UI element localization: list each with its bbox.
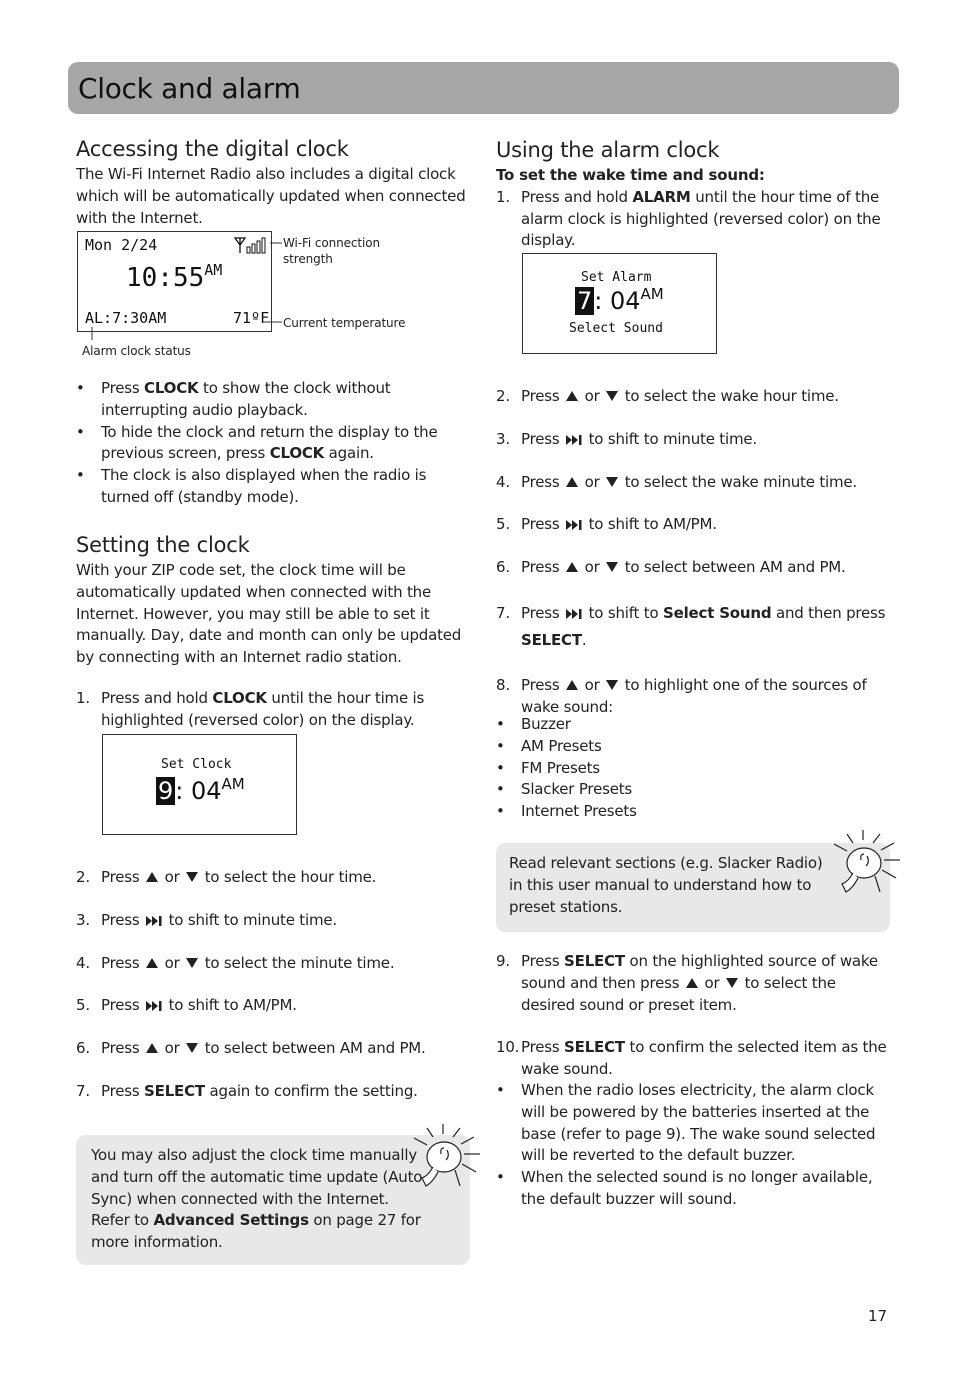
list-item: 3. Press to shift to minute time. [496, 429, 757, 448]
skip-next-icon [146, 916, 162, 926]
set-alarm-display [522, 253, 717, 354]
up-arrow-icon [566, 562, 578, 572]
list-item: 4. Press or to select the minute time. [76, 953, 395, 972]
wake-sound-sources [496, 714, 891, 823]
up-arrow-icon [686, 978, 698, 988]
up-arrow-icon [566, 680, 578, 690]
list-item: • When the radio loses electricity, the alarm clock will be powered by the batteries inserted at the base (refer to page 9). The wake sound selected will be reverted to the default buzzer. [496, 1080, 891, 1167]
list-item: 5. Press to shift to AM/PM. [76, 996, 297, 1015]
alarm-steps [496, 386, 891, 719]
display-temperature: 71ºF [233, 309, 270, 327]
right-column [496, 134, 891, 252]
display-time-value: 10:55 [126, 263, 205, 293]
list-item: 5. Press to shift to AM/PM. [496, 515, 717, 534]
up-arrow-icon [146, 958, 158, 968]
label-current-temperature: Current temperature [283, 316, 406, 330]
list-item: 7. Press to shift to Select Sound and then press SELECT. [496, 603, 886, 649]
alarm-step-1 [496, 187, 891, 252]
down-arrow-icon [606, 680, 618, 690]
set-clock-time: 9: $04^{AM}$ [158, 775, 245, 805]
alarm-subheading: To set the wake time and sound: [496, 166, 765, 184]
down-arrow-icon [606, 391, 618, 401]
down-arrow-icon [186, 872, 198, 882]
up-arrow-icon [566, 477, 578, 487]
display-ampm: AM [204, 261, 223, 279]
list-item: • The clock is also displayed when the radio is turned off (standby mode). [76, 465, 470, 509]
lightbulb-icon [400, 1124, 486, 1204]
alarm-steps-final [496, 951, 891, 1081]
list-item: 4. Press or to select the wake minute time. [496, 472, 857, 491]
skip-next-icon [566, 609, 582, 619]
setting-section [76, 530, 470, 669]
down-arrow-icon [186, 958, 198, 968]
list-item: 2. Press or to select the hour time. [76, 868, 377, 886]
tip-text: You may also adjust the clock time manually and turn off the automatic time update (Auto Sync) when connected with the Internet. Refer to Advanced Settings on page 27 for more information. [91, 1146, 423, 1252]
skip-next-icon [566, 520, 582, 530]
down-arrow-icon [726, 978, 738, 988]
up-arrow-icon [566, 391, 578, 401]
set-alarm-time: 7: $04^{AM}$ [577, 285, 664, 315]
list-item: • Buzzer [496, 714, 891, 736]
list-item: • FM Presets [496, 758, 891, 780]
label-alarm-status: Alarm clock status [82, 344, 191, 358]
section-heading-accessing-clock: Accessing the digital clock [76, 137, 349, 161]
accessing-intro: The Wi-Fi Internet Radio also includes a digital clock which will be automatically updated when connected with the Internet. [76, 165, 466, 227]
list-item: 8. Press or to highlight one of the sources of wake sound: [496, 675, 867, 716]
down-arrow-icon [186, 1043, 198, 1053]
display-alarm-status: AL:7:30AM [85, 309, 167, 327]
list-item: 6. Press or to select between AM and PM. [76, 1039, 426, 1058]
accessing-bullets [76, 378, 470, 509]
section-heading-alarm-clock: Using the alarm clock [496, 138, 720, 162]
list-item: 1. Press and hold CLOCK until the hour time is highlighted (reversed color) on the display. [76, 689, 425, 729]
list-item: • Slacker Presets [496, 779, 891, 801]
list-item: 3. Press to shift to minute time. [76, 910, 337, 929]
tip-text: Read relevant sections (e.g. Slacker Radio) in this user manual to understand how to preset stations. [509, 854, 823, 916]
highlighted-hour: 9 [158, 777, 174, 805]
list-item: • To hide the clock and return the display to the previous screen, press CLOCK again. [76, 422, 470, 466]
set-alarm-label: Set Alarm [581, 270, 652, 285]
list-item: 10. Press SELECT to confirm the selected item as the wake sound. [496, 1038, 887, 1079]
section-heading-setting-clock: Setting the clock [76, 533, 250, 557]
up-arrow-icon [146, 872, 158, 882]
list-item: 6. Press or to select between AM and PM. [496, 558, 846, 577]
setting-intro: With your ZIP code set, the clock time will be automatically updated when connected with the Internet. However, you may still be able to set it manually. Day, date and month can only be updated by connecting with an Internet radio station. [76, 561, 462, 667]
down-arrow-icon [606, 562, 618, 572]
setting-step-1 [76, 688, 470, 732]
list-item: • AM Presets [496, 736, 891, 758]
lightbulb-icon [820, 830, 906, 910]
list-item: 9. Press SELECT on the highlighted source of wake sound and then press or to select the desired sound or preset item. [496, 952, 878, 1014]
page-title: Clock and alarm [78, 72, 301, 105]
skip-next-icon [146, 1001, 162, 1011]
down-arrow-icon [606, 477, 618, 487]
label-wifi-strength: Wi-Fi connection strength [283, 236, 380, 266]
list-item: 1. Press and hold ALARM until the hour time of the alarm clock is highlighted (reversed color) on the display. [496, 187, 881, 250]
display-date: Mon 2/24 [85, 236, 158, 254]
skip-next-icon [566, 435, 582, 445]
set-clock-label: Set Clock [161, 757, 232, 772]
list-item: • When the selected sound is no longer available, the default buzzer will sound. [496, 1167, 891, 1211]
alarm-notes [496, 1080, 891, 1211]
list-item: • Press CLOCK to show the clock without interrupting audio playback. [76, 378, 470, 422]
highlighted-hour: 7 [577, 287, 593, 315]
set-clock-display [102, 734, 297, 835]
setting-steps [76, 867, 470, 1103]
up-arrow-icon [146, 1043, 158, 1053]
page-number: 17 [868, 1307, 888, 1325]
select-sound-label: Select Sound [569, 321, 663, 336]
list-item: 7. Press SELECT again to confirm the setting. [76, 1081, 418, 1100]
list-item: • Internet Presets [496, 801, 891, 823]
list-item: 2. Press or to select the wake hour time. [496, 387, 839, 405]
